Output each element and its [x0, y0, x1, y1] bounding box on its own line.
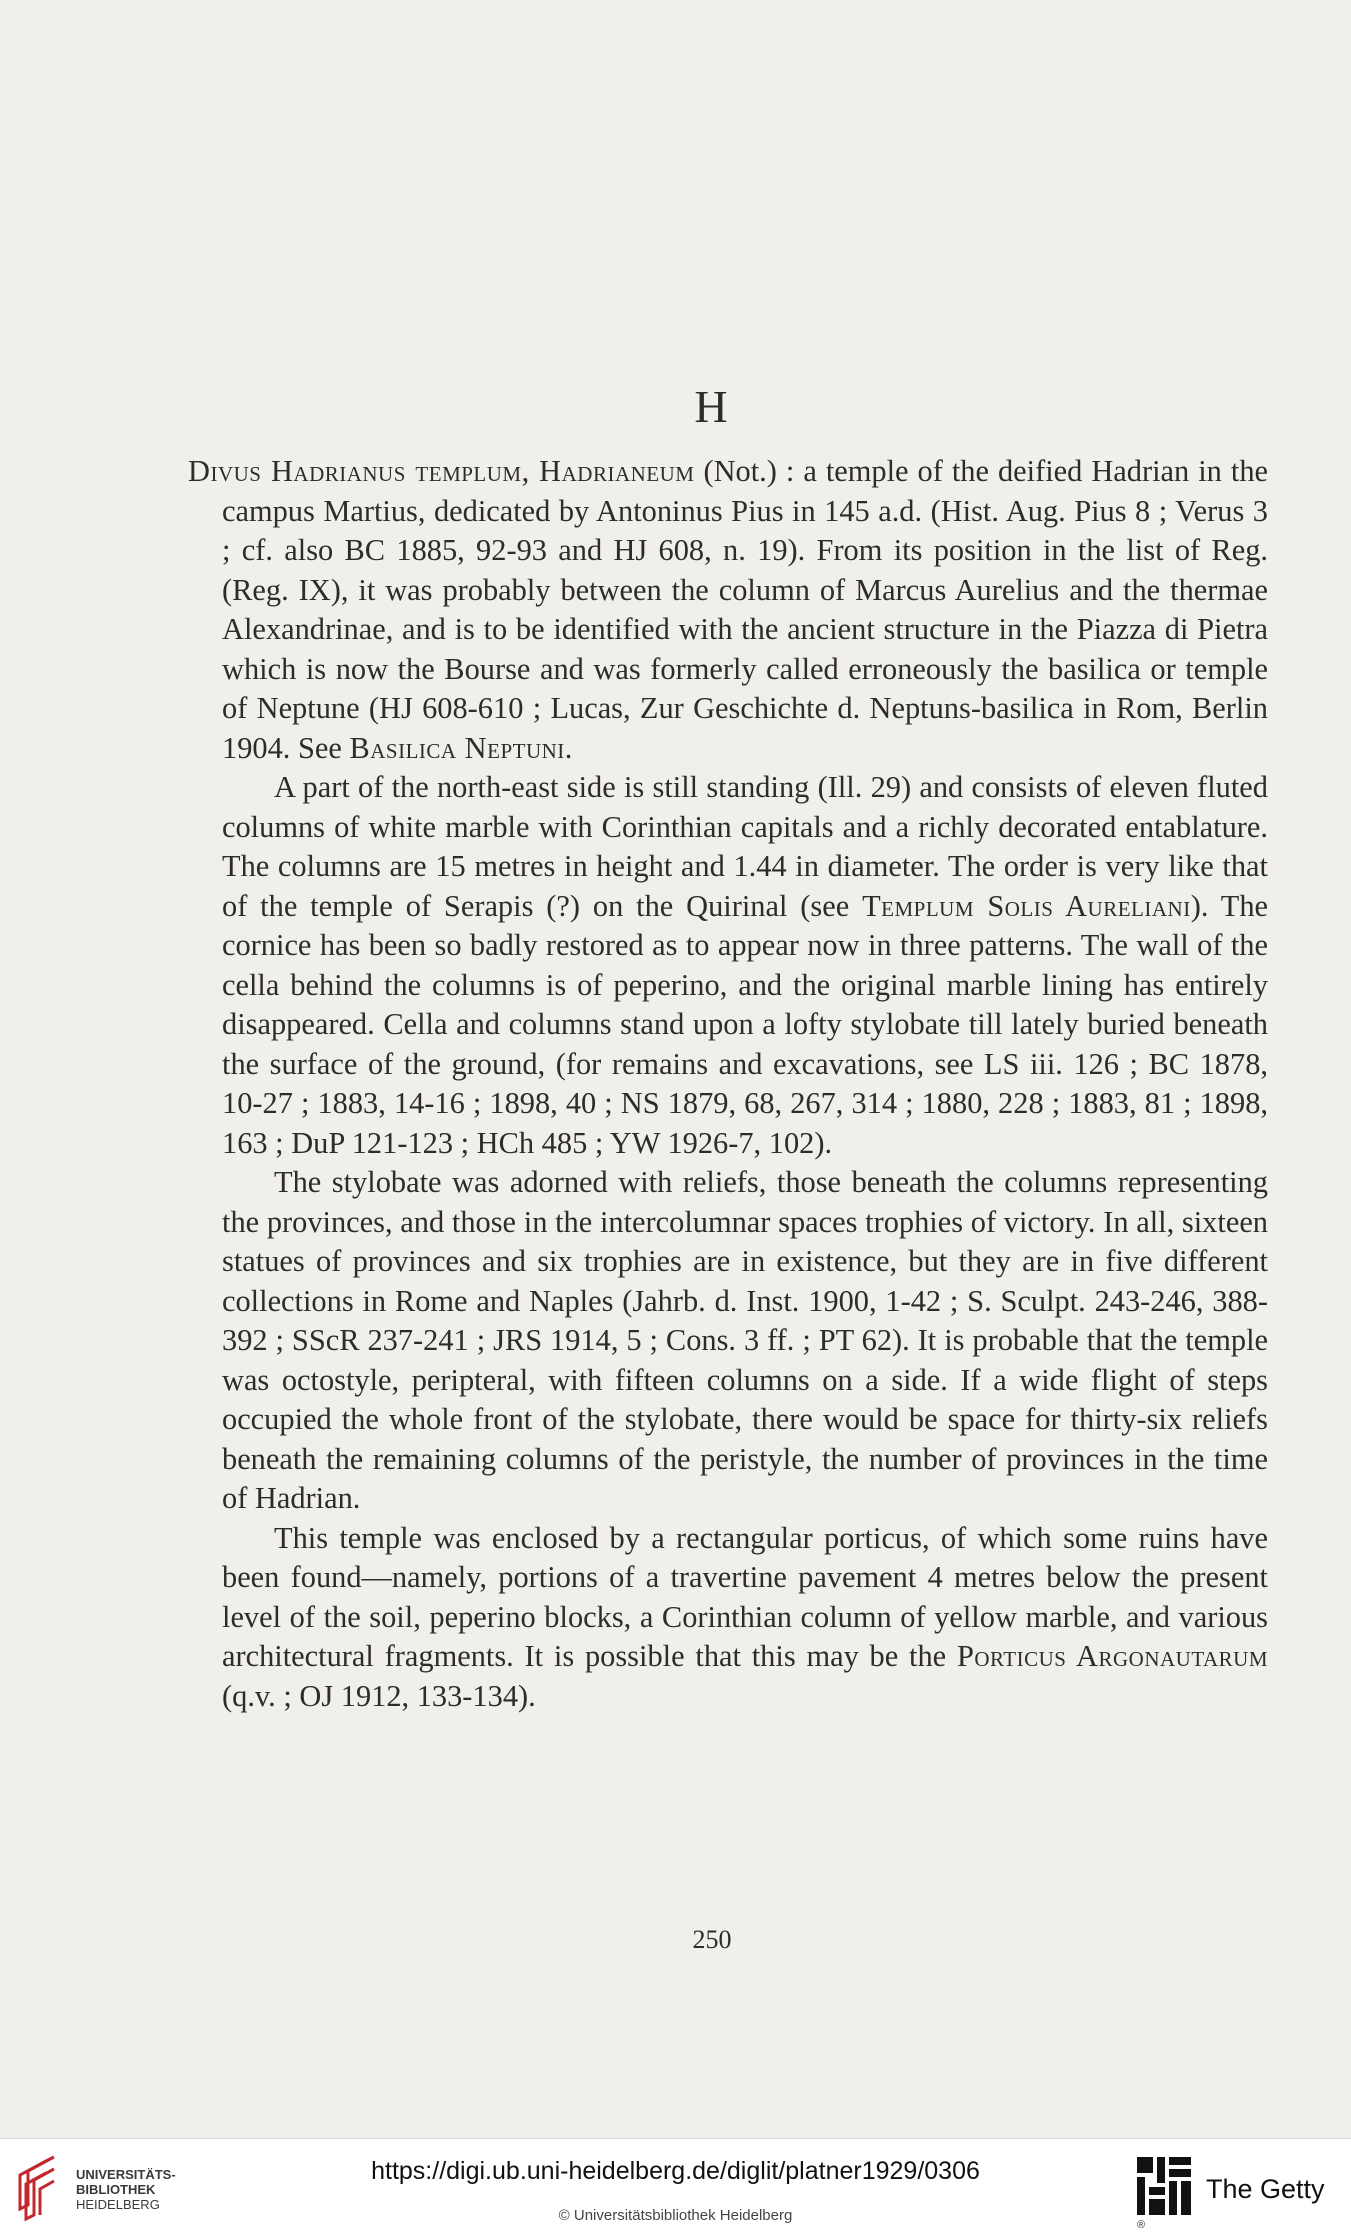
cross-reference-basilica-neptuni: Basilica Neptuni: [349, 730, 565, 765]
cross-reference-porticus-argonautarum: Porticus Argonautarum: [956, 1639, 1268, 1673]
paragraph-1-text: (Not.) : a temple of the deified Hadrian in the campus Martius, dedicated by Antoninus Pius in 145 a.d. (Hist. Aug. Pius 8 ; Verus 3 ; cf. also BC 1885, 92-93 and HJ 608, n. 19). From its position in the list of Reg. (Reg. IX), it was probably between the column of Marcus Aurelius and the thermae Alexandrinae, and is to be identified with the ancient structure in the Piazza di Pietra which is now the Bourse and was formerly called erroneously the basilica or temple of Neptune (HJ 608-610 ; Lucas, Zur Geschichte d. Neptuns-basilica in Rom, Berlin 1904. See: [222, 454, 1269, 765]
paragraph-1-tail: .: [564, 730, 573, 765]
partner-name: The Getty: [1206, 2174, 1325, 2204]
paragraph-2-text-a: A part of the north-east side is still standing (Ill. 29) and consists of eleven fluted columns of white marble with Corinthian capitals and a richly decorated entablature. The columns are 15 metres in height and 1.44 in diameter. The order is very like that of the temple of Serapis (?) on the Quirinal (see: [222, 770, 1268, 923]
entry-heading: Divus Hadrianus templum, Hadrianeum: [188, 454, 695, 488]
entry-text: [188, 452, 1268, 1716]
paragraph-2-text-b: ). The cornice has been so badly restored as to appear now in three patterns. The wall of the cella behind the columns is of peperino, and the original marble lining has entirely disappeared. Cella and columns stand upon a lofty stylobate till lately buried beneath the surface of the ground, (for remains and excavations, see LS iii. 126 ; BC 1878, 10-27 ; 1883, 14-16 ; 1898, 40 ; NS 1879, 68, 267, 314 ; 1880, 228 ; 1883, 81 ; 1898, 163 ; DuP 121-123 ; HCh 485 ; YW 1926-7, 102).: [222, 888, 1269, 1160]
viewer-footer: [0, 2138, 1351, 2238]
paragraph-3: The stylobate was adorned with reliefs, those beneath the columns representing the provinces, and those in the intercolumnar spaces trophies of victory. In all, sixteen statues of provinces and six trophies are in existence, but they are in five different collections in Rome and Naples (Jahrb. d. Inst. 1900, 1-42 ; S. Sculpt. 243-246, 388-392 ; SScR 237-241 ; JRS 1914, 5 ; Cons. 3 ff. ; PT 62). It is probable that the temple was octostyle, peripteral, with fifteen columns on a side. If a wide flight of steps occupied the whole front of the stylobate, there would be space for thirty-six reliefs beneath the remaining columns of the peristyle, the number of provinces in the time of Hadrian.: [222, 1165, 1268, 1515]
section-letter: H: [694, 381, 730, 432]
paragraph-4: [188, 1519, 1268, 1717]
getty-logo-icon: [1135, 2155, 1193, 2217]
paragraph-4-text-a: This temple was enclosed by a rectangular porticus, of which some ruins have been found—namely, portions of a travertine pavement 4 metres below the present level of the soil, peperino blocks, a Corinthian column of yellow marble, and various architectural fragments. It is possible that this may be the: [222, 1520, 1268, 1673]
paragraph-1: [188, 452, 1268, 768]
registered-mark: ®: [1137, 2219, 1146, 2231]
paragraph-4-text-b: (q.v. ; OJ 1912, 133-134).: [222, 1678, 536, 1713]
copyright-notice: © Universitätsbibliothek Heidelberg: [558, 2207, 793, 2224]
page-number: 250: [692, 1925, 732, 1954]
permalink-url[interactable]: https://digi.ub.uni-heidelberg.de/diglit/platner1929/0306: [371, 2157, 980, 2185]
paragraph-2: [188, 768, 1268, 1163]
cross-reference-templum-solis-aureliani: Templum Solis Aureliani: [862, 888, 1191, 923]
university-library-name: UNIVERSITÄTS- BIBLIOTHEK HEIDELBERG: [76, 2167, 176, 2212]
